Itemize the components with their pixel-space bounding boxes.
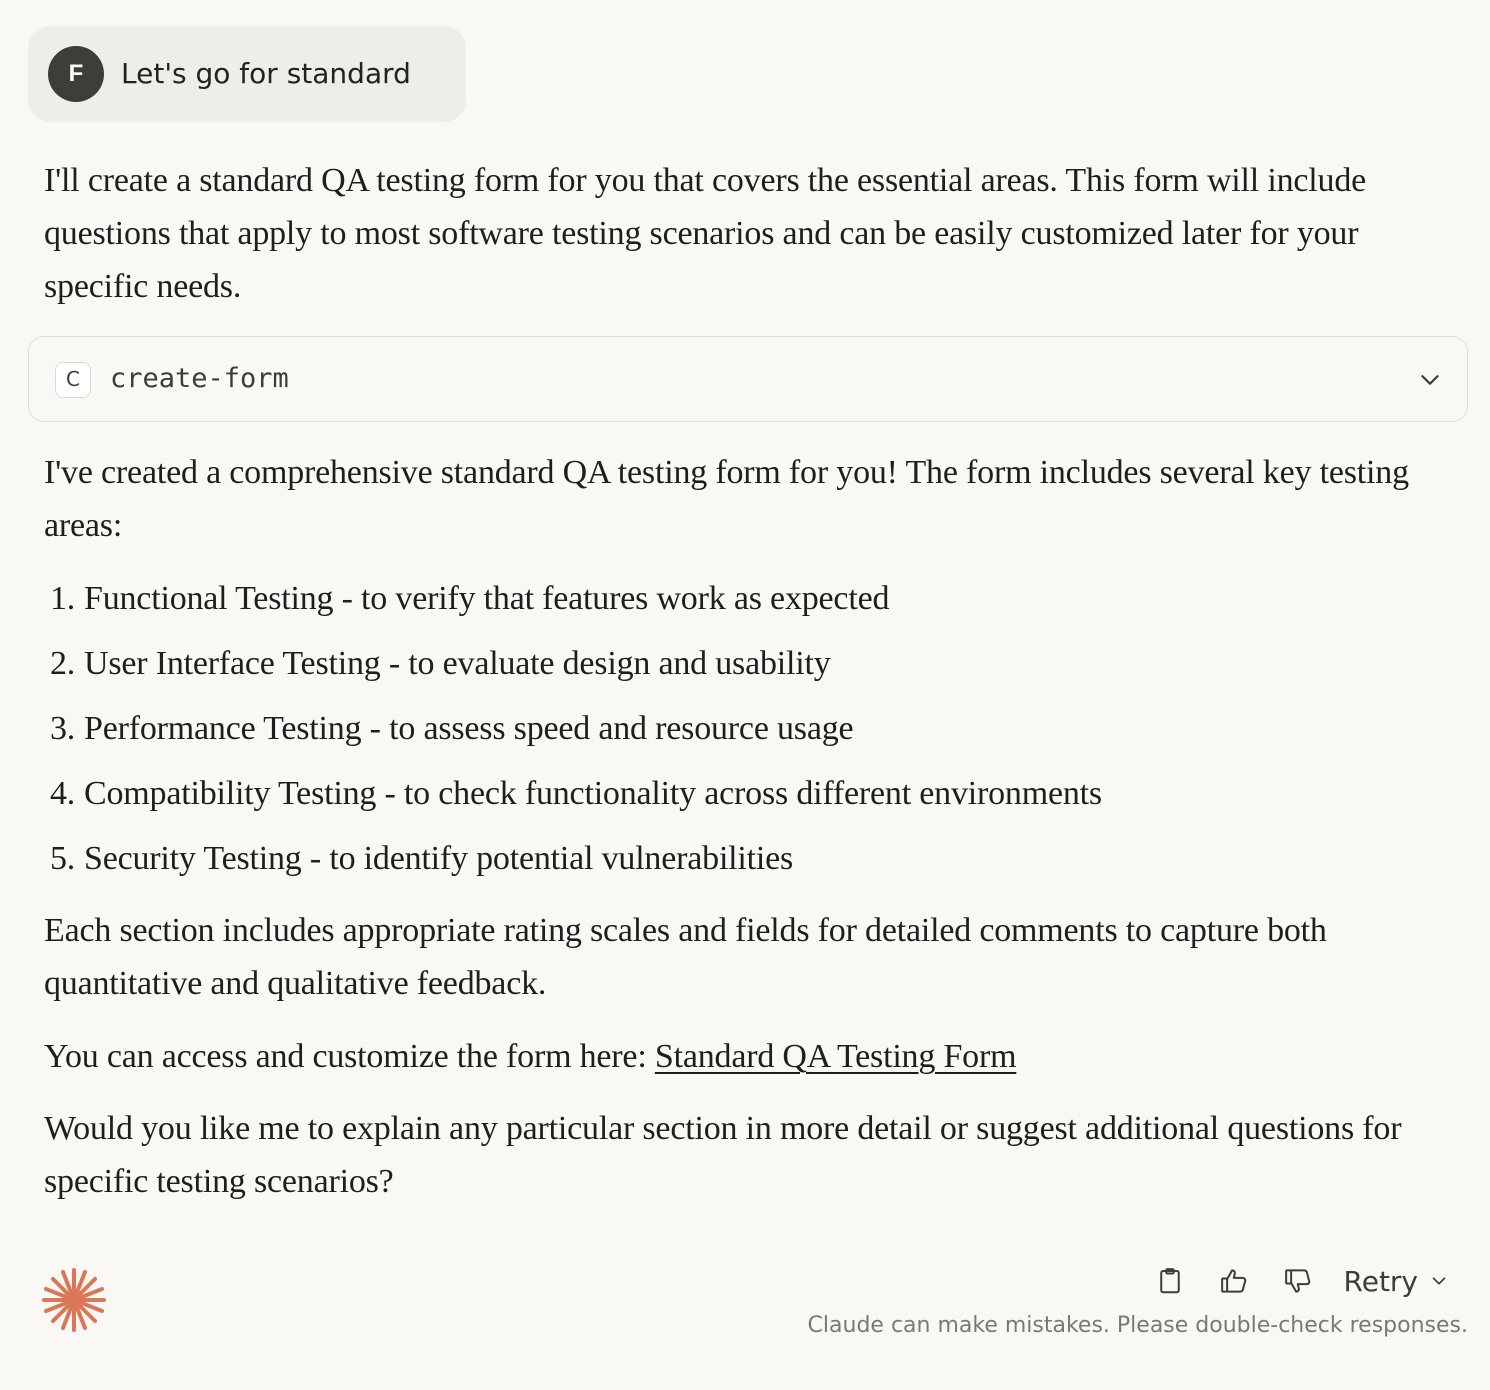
list-item-text: Compatibility Testing - to check functionality across different environments	[84, 775, 1102, 812]
list-item-text: Functional Testing - to verify that features work as expected	[84, 580, 890, 617]
form-link[interactable]: Standard QA Testing Form	[654, 1038, 1017, 1075]
assistant-closing-text: Would you like me to explain any particular section in more detail or suggest additional questions for specific testing scenarios?	[44, 1110, 1402, 1200]
user-message-text: Let's go for standard	[121, 57, 411, 90]
tool-name: create-form	[110, 363, 289, 394]
list-item	[0, 700, 1460, 765]
list-item-text: Security Testing - to identify potential vulnerabilities	[84, 840, 794, 877]
assistant-created-text: I've created a comprehensive standard QA testing form for you! The form includes several key testing areas:	[44, 454, 1409, 544]
tool-badge: C	[55, 362, 91, 398]
tool-call-card[interactable]	[28, 336, 1468, 422]
list-item-number: 5.	[50, 840, 76, 877]
list-item-number: 1.	[50, 580, 76, 617]
access-prefix: You can access and customize the form here:	[44, 1038, 655, 1075]
testing-areas-list	[0, 570, 1460, 895]
clipboard-icon	[1155, 1266, 1185, 1296]
chevron-down-icon	[1428, 1270, 1450, 1292]
list-item-number: 2.	[50, 645, 76, 682]
claude-starburst-icon	[40, 1266, 108, 1334]
list-item-number: 3.	[50, 710, 76, 747]
copy-button[interactable]	[1150, 1261, 1190, 1301]
disclaimer-text: Claude can make mistakes. Please double-check responses.	[807, 1313, 1468, 1338]
thumbs-up-button[interactable]	[1214, 1261, 1254, 1301]
assistant-access-text	[44, 1030, 1464, 1083]
thumbs-down-button[interactable]	[1278, 1261, 1318, 1301]
user-avatar: F	[48, 46, 104, 102]
user-message-bubble	[28, 26, 466, 122]
assistant-sections-text: Each section includes appropriate rating scales and fields for detailed comments to capture both quantitative and qualitative feedback.	[44, 912, 1327, 1002]
assistant-intro-text: I'll create a standard QA testing form for you that covers the essential areas. This form will include questions that apply to most software testing scenarios and can be easily customized later for your specific needs.	[44, 162, 1367, 305]
list-item-number: 4.	[50, 775, 76, 812]
list-item	[0, 830, 1460, 895]
retry-label: Retry	[1343, 1264, 1418, 1298]
list-item	[0, 635, 1460, 700]
retry-button[interactable]	[1344, 1265, 1450, 1298]
message-actions	[1126, 1258, 1450, 1304]
thumbs-down-icon	[1283, 1266, 1313, 1296]
chevron-down-icon[interactable]	[1415, 365, 1445, 395]
thumbs-up-icon	[1219, 1266, 1249, 1296]
list-item-text: User Interface Testing - to evaluate design and usability	[84, 645, 831, 682]
list-item	[0, 765, 1460, 830]
list-item	[0, 570, 1460, 635]
list-item-text: Performance Testing - to assess speed and resource usage	[84, 710, 854, 747]
